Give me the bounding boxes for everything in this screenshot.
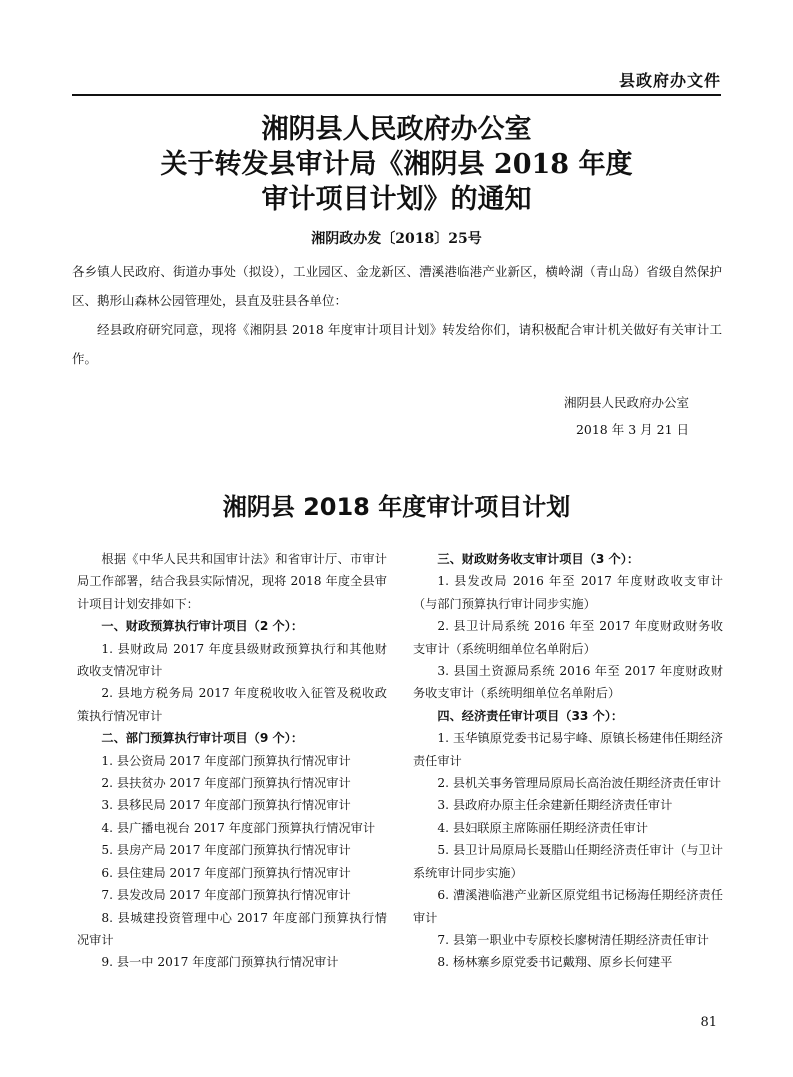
plan-item: 4. 县妇联原主席陈丽任期经济责任审计 bbox=[437, 820, 648, 835]
notice-title bbox=[0, 112, 793, 217]
section-heading: 四、经济责任审计项目（33 个）： bbox=[437, 708, 624, 723]
notice-title-line: 湘阴县人民政府办公室 bbox=[261, 114, 532, 145]
notice-title-line: 关于转发县审计局《湘阴县 2018 年度 bbox=[160, 149, 633, 180]
plan-item: 1. 县公资局 2017 年度部门预算执行情况审计 bbox=[101, 753, 351, 768]
plan-item: 5. 县房产局 2017 年度部门预算执行情况审计 bbox=[101, 843, 351, 858]
plan-column-left bbox=[77, 548, 387, 974]
plan-item: 5. 县卫计局原局长聂腊山任期经济责任审计（与卫计系统审计同步实施） bbox=[413, 843, 723, 880]
notice-body: 经县政府研究同意，现将《湘阴县 2018 年度审计项目计划》转发给你们，请积极配合审计机关做好有关审计工作。 bbox=[72, 322, 722, 366]
section-heading: 三、财政财务收支审计项目（3 个）： bbox=[437, 552, 640, 566]
plan-item: 6. 漕溪港临港产业新区原党组书记杨海任期经济责任审计 bbox=[413, 888, 723, 925]
plan-item: 2. 县机关事务管理局原局长高治波任期经济责任审计 bbox=[437, 776, 722, 791]
notice-title-line: 审计项目计划》的通知 bbox=[261, 184, 532, 215]
plan-item: 2. 县卫计局系统 2016 年至 2017 年度财政财务收支审计（系统明细单位名单附后） bbox=[413, 619, 723, 656]
page-number: 81 bbox=[700, 1015, 717, 1030]
plan-item: 7. 县第一职业中专原校长廖树清任期经济责任审计 bbox=[437, 932, 709, 947]
plan-item: 3. 县政府办原主任余建新任期经济责任审计 bbox=[437, 798, 673, 813]
plan-item: 7. 县发改局 2017 年度部门预算执行情况审计 bbox=[101, 888, 351, 903]
notice-signature: 湘阴县人民政府办公室 bbox=[563, 395, 689, 410]
header-rule bbox=[72, 94, 721, 96]
notice-recipients: 各乡镇人民政府、街道办事处（拟设），工业园区、金龙新区、漕溪港临港产业新区，横岭湖（青山岛）省级自然保护区、鹅形山森林公园管理处，县直及驻县各单位： bbox=[72, 264, 722, 308]
plan-item: 8. 杨林寨乡原党委书记戴翔、原乡长何建平 bbox=[437, 955, 673, 970]
plan-item: 1. 县发改局 2016 年至 2017 年度财政收支审计（与部门预算执行审计同步实施） bbox=[413, 574, 723, 611]
plan-item: 3. 县国土资源局系统 2016 年至 2017 年度财政财务收支审计（系统明细单位名单附后） bbox=[413, 664, 723, 701]
plan-item: 3. 县移民局 2017 年度部门预算执行情况审计 bbox=[101, 798, 351, 813]
plan-intro: 根据《中华人民共和国审计法》和省审计厅、市审计局工作部署，结合我县实际情况，现将 2018 年度全县审计项目计划安排如下： bbox=[77, 552, 387, 611]
doc-number: 湘阴政办发〔2018〕25号 bbox=[311, 231, 482, 247]
plan-item: 2. 县扶贫办 2017 年度部门预算执行情况审计 bbox=[101, 776, 351, 791]
plan-item: 1. 县财政局 2017 年度县级财政预算执行和其他财政收支情况审计 bbox=[77, 641, 387, 679]
section-heading: 二、部门预算执行审计项目（9 个）： bbox=[101, 731, 304, 746]
plan-item: 8. 县城建投资管理中心 2017 年度部门预算执行情况审计 bbox=[77, 910, 387, 947]
section-heading: 一、财政预算执行审计项目（2 个）： bbox=[101, 619, 304, 634]
plan-item: 6. 县住建局 2017 年度部门预算执行情况审计 bbox=[101, 865, 351, 880]
plan-title: 湘阴县 2018 年度审计项目计划 bbox=[222, 493, 571, 521]
header-section-label: 县政府办文件 bbox=[618, 71, 721, 90]
plan-item: 9. 县一中 2017 年度部门预算执行情况审计 bbox=[101, 955, 339, 970]
notice-date: 2018 年 3 月 21 日 bbox=[575, 422, 689, 437]
plan-item: 1. 玉华镇原党委书记易宇峰、原镇长杨建伟任期经济责任审计 bbox=[413, 731, 723, 768]
plan-column-right bbox=[413, 548, 723, 974]
plan-item: 2. 县地方税务局 2017 年度税收收入征管及税收政策执行情况审计 bbox=[77, 686, 387, 723]
plan-item: 4. 县广播电视台 2017 年度部门预算执行情况审计 bbox=[101, 820, 376, 835]
